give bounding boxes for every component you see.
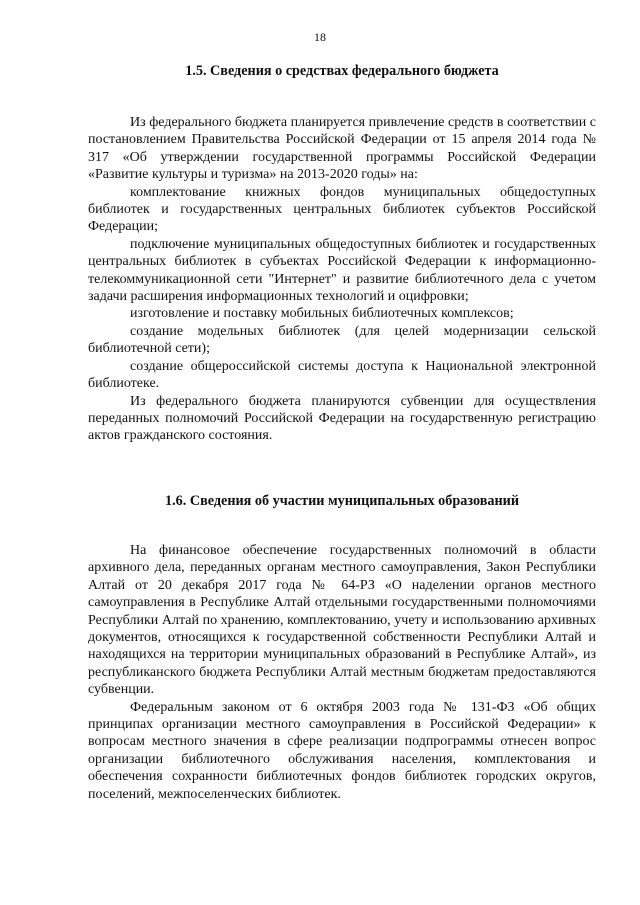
paragraph: На финансовое обеспечение государственных полномочий в области архивного дела, переданных органам местного самоуправления, Закон Республики Алтай от 20 декабря 2017 года № 64-РЗ «О наделении органов местного самоуправления в Республике Алтай отдельными государственными полномочиями Республики Алтай по хранению, комплектованию, учету и использованию архивных документов, относящихся к государственной собственности Республики Алтай и находящихся на территории муниципальных образований в Республике Алтай», из республиканского бюджета Республики Алтай местным бюджетам предоставляются субвенции.: [88, 543, 596, 698]
paragraph: изготовление и поставку мобильных библиотечных комплексов;: [130, 306, 514, 322]
section-1-5-heading: 1.5. Сведения о средствах федерального бюджета: [185, 63, 499, 79]
section-1-5-body: [88, 114, 596, 445]
section-1-6-heading: 1.6. Сведения об участии муниципальных образований: [165, 493, 519, 509]
paragraph: Федеральным законом от 6 октября 2003 года № 131-ФЗ «Об общих принципах организации местного самоуправления в Российской Федерации» к вопросам местного значения в сфере реализации подпрограммы отнесен вопрос организации библиотечного обслуживания населения, комплектования и обеспечения сохранности библиотечных фондов библиотек городских округов, поселений, межпоселенческих библиотек.: [88, 699, 596, 802]
paragraph: Из федерального бюджета планируется привлечение средств в соответствии с постановлением Правительства Российской Федерации от 15 апреля 2014 года № 317 «Об утверждении государственной программы Российской Федерации «Развитие культуры и туризма» на 2013-2020 годы» на:: [88, 115, 596, 183]
paragraph: Из федерального бюджета планируются субвенции для осуществления переданных полномочий Российской Федерации на государственную регистрацию актов гражданского состояния.: [88, 393, 596, 444]
paragraph: подключение муниципальных общедоступных библиотек и государственных центральных библиотек в субъектах Российской Федерации к информационно-телекоммуникационной сети "Интернет" и развитие библиотечного дела с учетом задачи расширения информационных технологий и оцифровки;: [88, 236, 596, 305]
paragraph: создание общероссийской системы доступа к Национальной электронной библиотеке.: [88, 358, 596, 392]
paragraph: создание модельных библиотек (для целей модернизации сельской библиотечной сети);: [88, 323, 596, 357]
section-1-6-body: [88, 542, 596, 803]
paragraph: комплектование книжных фондов муниципальных общедоступных библиотек и государственных центральных библиотек субъектов Российской Федерации;: [88, 184, 596, 235]
page-number: 18: [314, 30, 326, 44]
